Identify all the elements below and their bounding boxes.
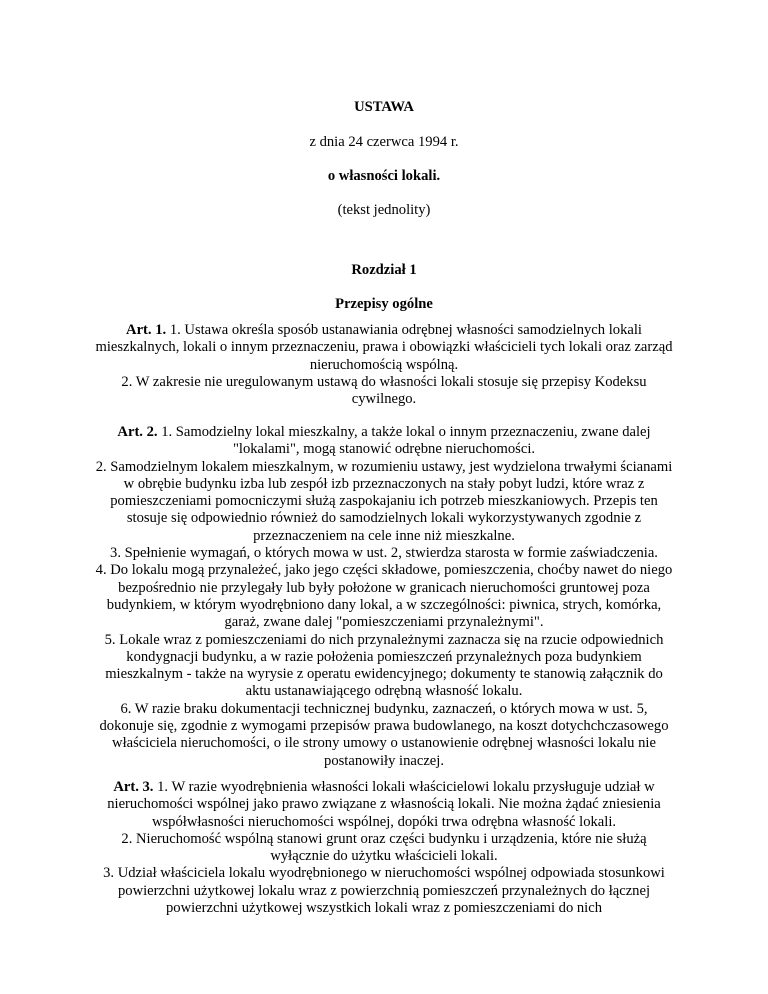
article-3	[95, 779, 673, 917]
article-3-label: Art. 3.	[113, 779, 154, 795]
article-2-paragraph-4: 4. Do lokalu mogą przynależeć, jako jego części składowe, pomieszczenia, choćby nawet do niego bezpośrednio nie przylegały lub były położone w granicach nieruchomości gruntowej poza budynkiem, w którym wyodrębniono dany lokal, a w szczególności: piwnica, strych, komórka, garaż, zwane dalej "pomieszczeniami przynależnymi".	[95, 562, 673, 631]
article-2	[95, 424, 673, 770]
article-1-label: Art. 1.	[126, 322, 167, 338]
article-2-paragraph-1: Art. 2. 1. Samodzielny lokal mieszkalny, a także lokal o innym przeznaczeniu, zwane dalej "lokalami", mogą stanowić odrębne nieruchomości.	[117, 424, 651, 458]
act-note: (tekst jednolity)	[337, 202, 431, 218]
chapter-number: Rozdział 1	[351, 262, 417, 278]
article-2-paragraph-3: 3. Spełnienie wymagań, o których mowa w ust. 2, stwierdza starosta w formie zaświadczenia.	[110, 545, 658, 562]
article-2-paragraph-2: 2. Samodzielnym lokalem mieszkalnym, w rozumieniu ustawy, jest wydzielona trwałymi ścianami w obrębie budynku izba lub zespół izb przeznaczonych na stały pobyt ludzi, które wraz z pomieszczeniami pomocniczymi służą zaspokajaniu ich potrzeb mieszkaniowych. Przepis ten stosuje się odpowiednio również do samodzielnych lokali wykorzystywanych zgodnie z przeznaczeniem na cele inne niż mieszkalne.	[95, 458, 673, 544]
act-subject: o własności lokali.	[327, 168, 441, 184]
article-2-label: Art. 2.	[117, 424, 158, 440]
article-1	[95, 322, 673, 408]
article-2-paragraph-6: 6. W razie braku dokumentacji technicznej budynku, zaznaczeń, o których mowa w ust. 5, dokonuje się, zgodnie z wymogami przepisów prawa budowlanego, na koszt dotychchczasowego właściciela nieruchomości, o ile strony umowy o ustanowienie odrębnej własności lokalu nie postanowiły inaczej.	[99, 700, 669, 769]
article-1-paragraph-1: Art. 1. 1. Ustawa określa sposób ustanawiania odrębnej własności samodzielnych lokali mieszkalnych, lokali o innym przeznaczeniu, prawa i obowiązki właścicieli tych lokali oraz zarząd nieruchomością wspólną.	[95, 322, 673, 373]
article-3-paragraph-1: Art. 3. 1. W razie wyodrębnienia własności lokali właścicielowi lokalu przysługuje udział w nieruchomości wspólnej jako prawo związane z własnością lokali. Nie można żądać zniesienia współwłasności nieruchomości wspólnej, dopóki trwa odrębna własność lokali.	[107, 779, 661, 830]
article-1-paragraph-2: 2. W zakresie nie uregulowanym ustawą do własności lokali stosuje się przepisy Kodeksu cywilnego.	[121, 373, 647, 408]
article-3-paragraph-3: 3. Udział właściciela lokalu wyodrębnionego w nieruchomości wspólnej odpowiada stosunkowi powierzchni użytkowej lokalu wraz z powierzchnią pomieszczeń przynależnych do łącznej powierzchni użytkowej wszystkich lokali wraz z pomieszczeniami do nich	[103, 865, 665, 917]
act-date: z dnia 24 czerwca 1994 r.	[309, 134, 459, 150]
article-2-paragraph-5: 5. Lokale wraz z pomieszczeniami do nich przynależnymi zaznacza się na rzucie odpowiednich kondygnacji budynku, a w razie położenia pomieszczeń przynależnych poza budynkiem mieszkalnym - także na wyrysie z operatu ewidencyjnego; dokumenty te stanowią załącznik do aktu ustanawiającego odrębną własność lokalu.	[104, 631, 664, 700]
act-title: USTAWA	[354, 99, 414, 115]
article-3-paragraph-2: 2. Nieruchomość wspólną stanowi grunt oraz części budynku i urządzenia, które nie służą wyłącznie do użytku właścicieli lokali.	[121, 830, 647, 865]
chapter-name: Przepisy ogólne	[335, 296, 433, 312]
